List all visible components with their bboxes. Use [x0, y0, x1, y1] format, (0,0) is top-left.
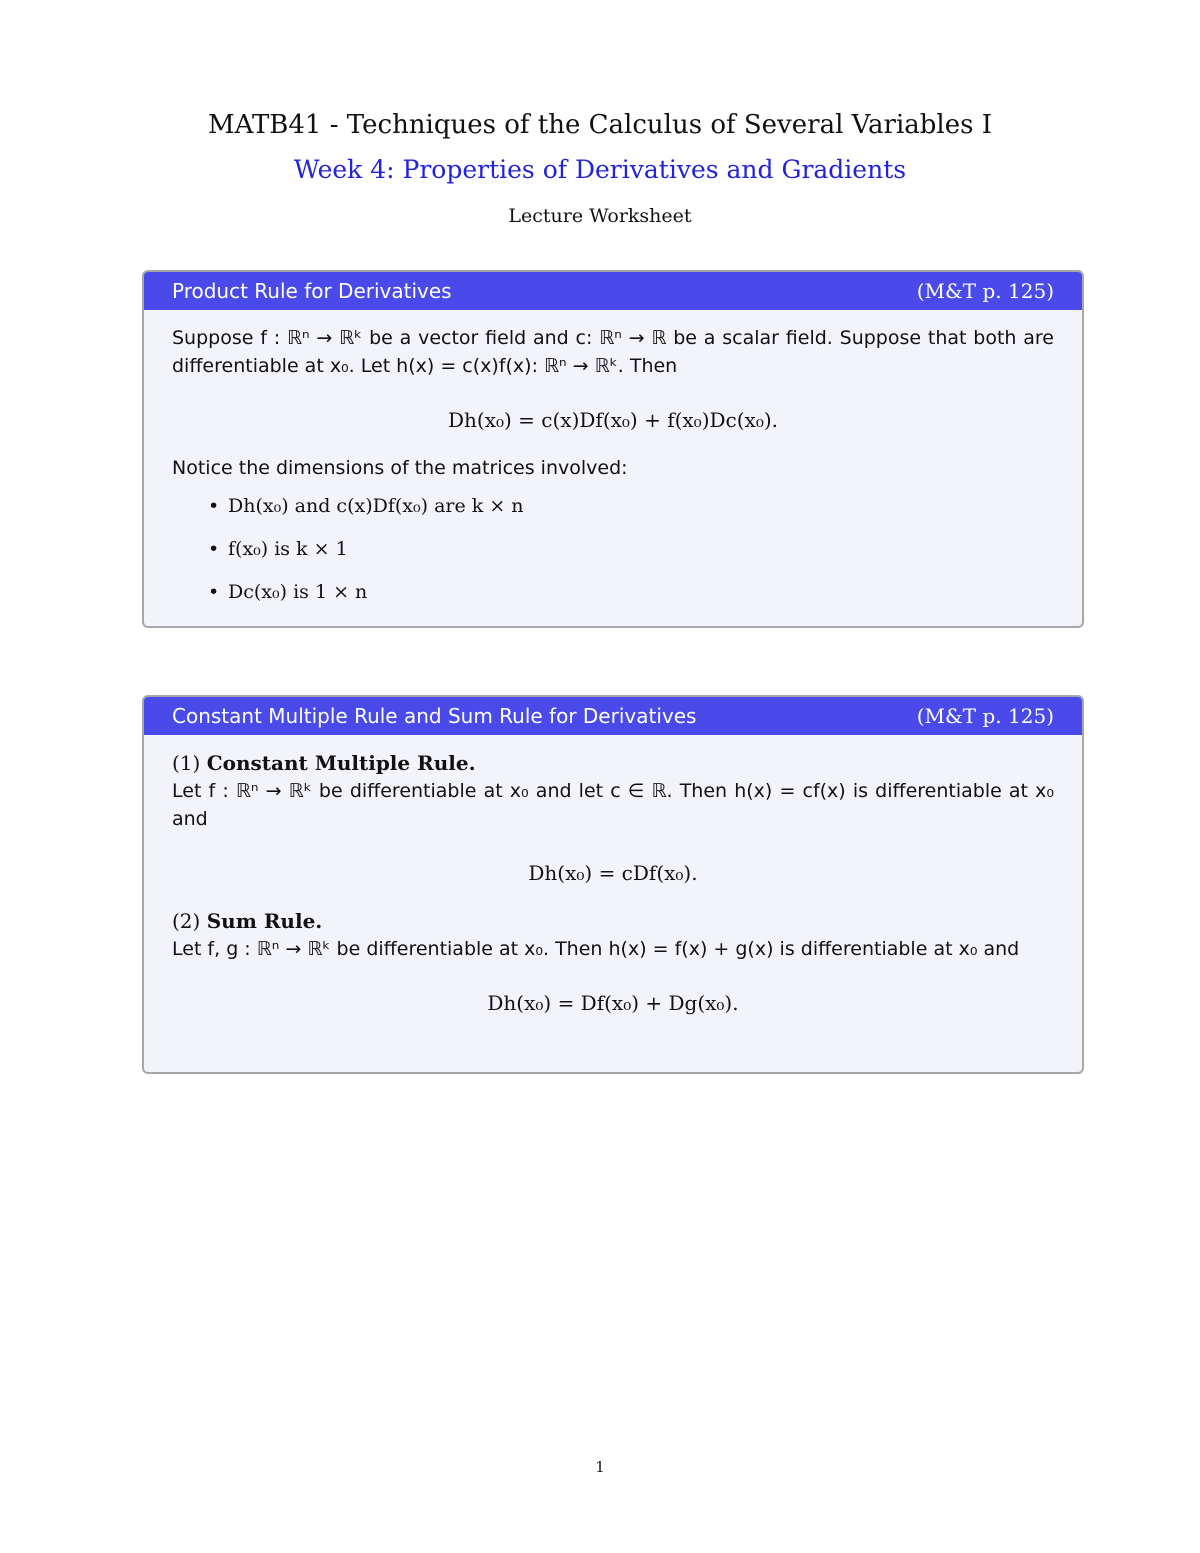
page-number: 1 — [595, 1458, 605, 1476]
box-header — [144, 697, 1082, 735]
constant-multiple-rule-text: Let f : ℝⁿ → ℝᵏ be differentiable at x₀ and let c ∈ ℝ. Then h(x) = cf(x) is differentiable at x₀ and — [172, 780, 1054, 830]
box-header — [144, 272, 1082, 310]
product-rule-statement: Suppose f : ℝⁿ → ℝᵏ be a vector field and c: ℝⁿ → ℝ be a scalar field. Suppose that both are differentiable at x₀. Let h(x) = c(x)f(x): ℝⁿ → ℝᵏ. Then — [172, 327, 1054, 377]
rule-name: Constant Multiple Rule. — [206, 751, 476, 775]
list-item: • f(x₀) is k × 1 — [228, 535, 1054, 563]
constant-multiple-rule-heading — [172, 749, 1054, 777]
week-subtitle: Week 4: Properties of Derivatives and Gradients — [293, 155, 907, 184]
rule-name: Sum Rule. — [206, 909, 323, 933]
constant-multiple-rule-equation: Dh(x₀) = cDf(x₀). — [528, 861, 698, 885]
constant-sum-rule-box — [142, 695, 1084, 1074]
box-body — [144, 310, 1082, 606]
list-item: • Dh(x₀) and c(x)Df(x₀) are k × n — [228, 492, 1054, 520]
box-title: Constant Multiple Rule and Sum Rule for Derivatives — [172, 704, 697, 728]
box-reference: (M&T p. 125) — [916, 704, 1054, 728]
document-kind: Lecture Worksheet — [508, 205, 692, 227]
product-rule-box — [142, 270, 1084, 628]
rule-number: (2) — [172, 909, 201, 933]
sum-rule-heading — [172, 907, 1054, 935]
rule-number: (1) — [172, 751, 201, 775]
box-reference: (M&T p. 125) — [916, 279, 1054, 303]
box-title: Product Rule for Derivatives — [172, 279, 452, 303]
product-rule-equation: Dh(x₀) = c(x)Df(x₀) + f(x₀)Dc(x₀). — [448, 408, 778, 432]
sum-rule-equation: Dh(x₀) = Df(x₀) + Dg(x₀). — [487, 991, 739, 1015]
box-body — [144, 735, 1082, 1017]
document-title: MATB41 - Techniques of the Calculus of Several Variables I — [207, 110, 993, 140]
dimensions-note: Notice the dimensions of the matrices involved: — [172, 457, 628, 479]
sum-rule-text: Let f, g : ℝⁿ → ℝᵏ be differentiable at x₀. Then h(x) = f(x) + g(x) is differentiable at x₀ and — [172, 938, 1020, 960]
dimensions-list — [172, 492, 1054, 606]
list-item: • Dc(x₀) is 1 × n — [228, 578, 1054, 606]
